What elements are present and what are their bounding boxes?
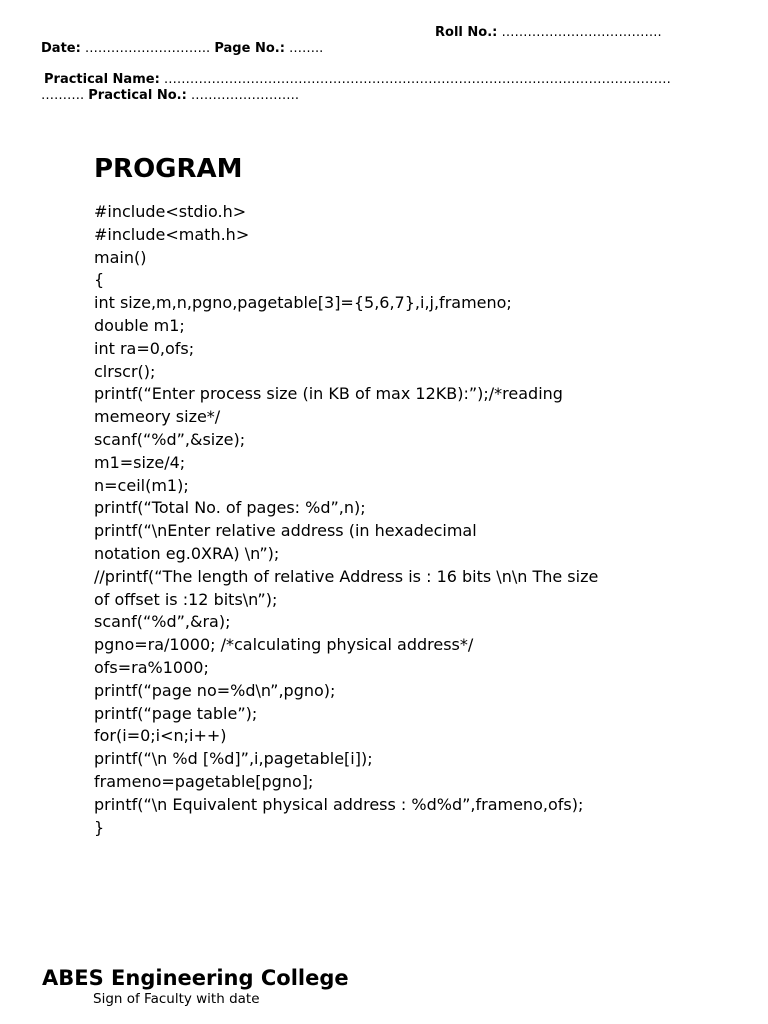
code-line: scanf(“%d”,&ra);: [94, 612, 231, 632]
code-line: frameno=pagetable[pgno];: [94, 771, 314, 791]
practical-name-blank-continued: ……….: [41, 88, 89, 103]
page-number-label: Page No.:: [214, 41, 285, 56]
roll-number-blank: ……………………………….: [497, 25, 662, 40]
practical-name-label: Practical Name:: [44, 72, 160, 87]
code-line: printf(“page table”);: [94, 703, 258, 723]
code-line: //printf(“The length of relative Address is : 16 bits \n\n The size: [94, 566, 599, 586]
code-line: int size,m,n,pgno,pagetable[3]={5,6,7},i,j,frameno;: [94, 293, 512, 313]
code-line: notation eg.0XRA) \n”);: [94, 543, 280, 563]
roll-number-label: Roll No.:: [435, 25, 498, 40]
faculty-signature-label: Sign of Faculty with date: [93, 991, 260, 1007]
code-line: #include<math.h>: [94, 224, 250, 244]
code-line: }: [94, 817, 105, 837]
code-line: pgno=ra/1000; /*calculating physical address*/: [94, 635, 474, 655]
code-line: int ra=0,ofs;: [94, 338, 195, 358]
code-line: n=ceil(m1);: [94, 475, 189, 495]
code-line: printf(“page no=%d\n”,pgno);: [94, 680, 336, 700]
code-line: printf(“\n %d [%d]”,i,pagetable[i]);: [94, 749, 373, 769]
practical-number-label: Practical No.:: [88, 88, 187, 103]
code-line: m1=size/4;: [94, 452, 186, 472]
code-line: scanf(“%d”,&size);: [94, 429, 246, 449]
page-number-blank: ……..: [284, 41, 324, 56]
section-title: PROGRAM: [94, 154, 243, 184]
code-line: memeory size*/: [94, 407, 221, 427]
date-page-row: [41, 41, 323, 57]
code-line: double m1;: [94, 315, 185, 335]
code-line: ofs=ra%1000;: [94, 657, 209, 677]
code-line: printf(“\n Equivalent physical address : %d%d”,frameno,ofs);: [94, 794, 584, 814]
code-line: of offset is :12 bits\n”);: [94, 589, 278, 609]
practical-number-field: [41, 88, 299, 104]
practical-name-blank: ………………………………………………………………………………………………………: [159, 72, 671, 87]
code-line: clrscr();: [94, 361, 156, 381]
practical-number-blank: …………………….: [186, 88, 300, 103]
date-label: Date:: [41, 41, 81, 56]
code-line: for(i=0;i<n;i++): [94, 726, 227, 746]
practical-name-field: [44, 72, 671, 88]
program-code: [94, 201, 694, 839]
code-line: printf(“Total No. of pages: %d”,n);: [94, 498, 366, 518]
code-line: {: [94, 270, 105, 290]
roll-number-field: [435, 25, 662, 41]
code-line: #include<stdio.h>: [94, 202, 247, 221]
code-line: printf(“\nEnter relative address (in hexadecimal: [94, 521, 477, 541]
college-name: ABES Engineering College: [42, 966, 349, 990]
code-line: main(): [94, 247, 147, 267]
date-blank: ………………………..: [80, 41, 211, 56]
code-line: printf(“Enter process size (in KB of max 12KB):”);/*reading: [94, 384, 563, 404]
